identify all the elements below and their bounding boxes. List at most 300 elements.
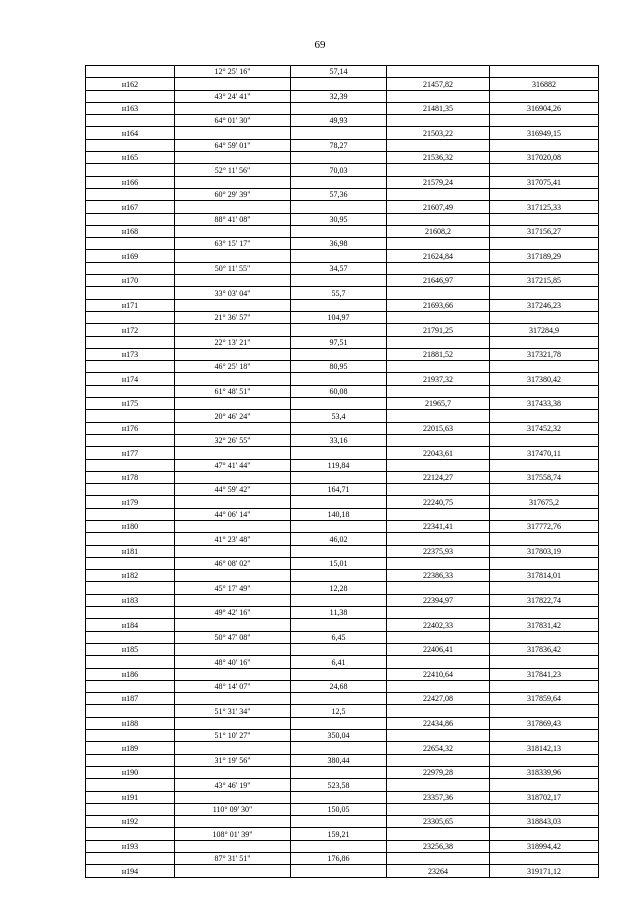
y-coordinate-cell — [490, 434, 599, 446]
y-coordinate-cell: 317284,9 — [490, 324, 599, 336]
table-body — [86, 66, 599, 878]
distance-cell — [291, 840, 387, 852]
y-coordinate-cell: 317020,08 — [490, 152, 599, 164]
y-coordinate-cell — [490, 385, 599, 397]
distance-cell — [291, 717, 387, 729]
angle-cell: 63° 15' 17" — [175, 238, 291, 250]
distance-cell — [291, 201, 387, 213]
distance-cell — [291, 594, 387, 606]
y-coordinate-cell: 317452,32 — [490, 422, 599, 434]
x-coordinate-cell: 22375,93 — [387, 545, 490, 557]
angle-cell: 110° 09' 30" — [175, 803, 291, 815]
y-coordinate-cell — [490, 508, 599, 520]
table-row — [86, 373, 599, 385]
angle-cell: 51° 31' 34" — [175, 705, 291, 717]
y-coordinate-cell — [490, 66, 599, 78]
point-cell — [86, 213, 175, 225]
angle-cell: 48° 40' 16" — [175, 656, 291, 668]
table-row — [86, 225, 599, 237]
y-coordinate-cell: 317803,19 — [490, 545, 599, 557]
table-row — [86, 361, 599, 373]
point-cell: н163 — [86, 102, 175, 114]
table-row — [86, 508, 599, 520]
table-row — [86, 668, 599, 680]
angle-cell: 32° 26' 55" — [175, 434, 291, 446]
table-row — [86, 619, 599, 631]
point-cell — [86, 631, 175, 643]
distance-cell: 24,68 — [291, 680, 387, 692]
table-row — [86, 115, 599, 127]
page-number: 69 — [314, 39, 326, 51]
x-coordinate-cell — [387, 508, 490, 520]
table-row — [86, 287, 599, 299]
y-coordinate-cell — [490, 361, 599, 373]
x-coordinate-cell — [387, 410, 490, 422]
point-cell: н180 — [86, 520, 175, 532]
y-coordinate-cell — [490, 730, 599, 742]
angle-cell: 44° 06' 14" — [175, 508, 291, 520]
table-row — [86, 607, 599, 619]
point-cell: н181 — [86, 545, 175, 557]
angle-cell — [175, 693, 291, 705]
point-cell — [86, 90, 175, 102]
y-coordinate-cell: 317822,74 — [490, 594, 599, 606]
y-coordinate-cell — [490, 803, 599, 815]
point-cell — [86, 336, 175, 348]
y-coordinate-cell — [490, 828, 599, 840]
angle-cell: 49° 42' 16" — [175, 607, 291, 619]
y-coordinate-cell — [490, 287, 599, 299]
point-cell — [86, 730, 175, 742]
angle-cell: 22° 13' 21" — [175, 336, 291, 348]
x-coordinate-cell: 22406,41 — [387, 643, 490, 655]
distance-cell: 150,05 — [291, 803, 387, 815]
x-coordinate-cell — [387, 336, 490, 348]
point-cell: н168 — [86, 225, 175, 237]
x-coordinate-cell: 21791,25 — [387, 324, 490, 336]
table-row — [86, 299, 599, 311]
point-cell — [86, 385, 175, 397]
table-row — [86, 742, 599, 754]
angle-cell: 33° 03' 04" — [175, 287, 291, 299]
angle-cell — [175, 422, 291, 434]
point-cell — [86, 533, 175, 545]
x-coordinate-cell: 22043,61 — [387, 447, 490, 459]
point-cell — [86, 828, 175, 840]
distance-cell: 34,57 — [291, 262, 387, 274]
table-row — [86, 348, 599, 360]
x-coordinate-cell: 21457,82 — [387, 78, 490, 90]
y-coordinate-cell — [490, 853, 599, 865]
distance-cell — [291, 422, 387, 434]
y-coordinate-cell — [490, 188, 599, 200]
x-coordinate-cell — [387, 730, 490, 742]
table-row — [86, 201, 599, 213]
x-coordinate-cell — [387, 557, 490, 569]
point-cell: н192 — [86, 816, 175, 828]
x-coordinate-cell: 21693,66 — [387, 299, 490, 311]
point-cell — [86, 607, 175, 619]
x-coordinate-cell: 22015,63 — [387, 422, 490, 434]
point-cell — [86, 262, 175, 274]
point-cell: н177 — [86, 447, 175, 459]
table-row — [86, 176, 599, 188]
point-cell: н185 — [86, 643, 175, 655]
angle-cell — [175, 840, 291, 852]
point-cell: н169 — [86, 250, 175, 262]
distance-cell: 30,95 — [291, 213, 387, 225]
x-coordinate-cell: 23357,36 — [387, 791, 490, 803]
angle-cell: 52° 11' 56" — [175, 164, 291, 176]
angle-cell — [175, 471, 291, 483]
distance-cell: 55,7 — [291, 287, 387, 299]
angle-cell: 48° 14' 07" — [175, 680, 291, 692]
distance-cell — [291, 78, 387, 90]
table-row — [86, 865, 599, 877]
coordinates-table-container — [85, 65, 599, 878]
point-cell: н176 — [86, 422, 175, 434]
angle-cell — [175, 447, 291, 459]
y-coordinate-cell — [490, 484, 599, 496]
x-coordinate-cell — [387, 754, 490, 766]
x-coordinate-cell — [387, 164, 490, 176]
table-row — [86, 90, 599, 102]
angle-cell: 87° 31' 51" — [175, 853, 291, 865]
distance-cell: 60,08 — [291, 385, 387, 397]
point-cell: н182 — [86, 570, 175, 582]
distance-cell: 12,5 — [291, 705, 387, 717]
x-coordinate-cell: 21481,35 — [387, 102, 490, 114]
table-row — [86, 422, 599, 434]
distance-cell: 57,14 — [291, 66, 387, 78]
table-row — [86, 766, 599, 778]
table-row — [86, 398, 599, 410]
distance-cell: 140,18 — [291, 508, 387, 520]
table-row — [86, 779, 599, 791]
distance-cell — [291, 299, 387, 311]
x-coordinate-cell: 22402,33 — [387, 619, 490, 631]
x-coordinate-cell — [387, 853, 490, 865]
x-coordinate-cell — [387, 828, 490, 840]
x-coordinate-cell — [387, 361, 490, 373]
angle-cell — [175, 865, 291, 877]
x-coordinate-cell — [387, 213, 490, 225]
distance-cell — [291, 570, 387, 582]
table-row — [86, 471, 599, 483]
distance-cell — [291, 619, 387, 631]
point-cell: н191 — [86, 791, 175, 803]
distance-cell — [291, 398, 387, 410]
distance-cell: 104,97 — [291, 311, 387, 323]
table-row — [86, 410, 599, 422]
point-cell — [86, 582, 175, 594]
point-cell: н184 — [86, 619, 175, 631]
point-cell — [86, 680, 175, 692]
point-cell: н179 — [86, 496, 175, 508]
point-cell: н175 — [86, 398, 175, 410]
x-coordinate-cell: 21965,7 — [387, 398, 490, 410]
point-cell — [86, 287, 175, 299]
y-coordinate-cell: 316949,15 — [490, 127, 599, 139]
point-cell: н174 — [86, 373, 175, 385]
y-coordinate-cell — [490, 680, 599, 692]
angle-cell — [175, 643, 291, 655]
point-cell: н189 — [86, 742, 175, 754]
point-cell — [86, 188, 175, 200]
distance-cell: 78,27 — [291, 139, 387, 151]
y-coordinate-cell — [490, 213, 599, 225]
table-row — [86, 594, 599, 606]
x-coordinate-cell: 21607,49 — [387, 201, 490, 213]
distance-cell — [291, 152, 387, 164]
x-coordinate-cell: 21881,52 — [387, 348, 490, 360]
table-row — [86, 311, 599, 323]
angle-cell — [175, 717, 291, 729]
distance-cell — [291, 275, 387, 287]
y-coordinate-cell: 317246,23 — [490, 299, 599, 311]
x-coordinate-cell: 22979,28 — [387, 766, 490, 778]
table-row — [86, 816, 599, 828]
distance-cell: 159,21 — [291, 828, 387, 840]
y-coordinate-cell — [490, 631, 599, 643]
point-cell — [86, 434, 175, 446]
x-coordinate-cell — [387, 656, 490, 668]
angle-cell — [175, 299, 291, 311]
y-coordinate-cell — [490, 705, 599, 717]
y-coordinate-cell: 317470,11 — [490, 447, 599, 459]
point-cell — [86, 705, 175, 717]
angle-cell — [175, 324, 291, 336]
table-row — [86, 434, 599, 446]
table-row — [86, 582, 599, 594]
point-cell: н178 — [86, 471, 175, 483]
point-cell: н165 — [86, 152, 175, 164]
table-row — [86, 484, 599, 496]
y-coordinate-cell: 317831,42 — [490, 619, 599, 631]
y-coordinate-cell: 317189,29 — [490, 250, 599, 262]
table-row — [86, 533, 599, 545]
point-cell — [86, 115, 175, 127]
table-row — [86, 127, 599, 139]
y-coordinate-cell: 318994,42 — [490, 840, 599, 852]
point-cell: н194 — [86, 865, 175, 877]
x-coordinate-cell — [387, 115, 490, 127]
y-coordinate-cell — [490, 754, 599, 766]
distance-cell — [291, 496, 387, 508]
distance-cell: 97,51 — [291, 336, 387, 348]
y-coordinate-cell: 317558,74 — [490, 471, 599, 483]
angle-cell — [175, 78, 291, 90]
table-row — [86, 680, 599, 692]
table-row — [86, 102, 599, 114]
distance-cell — [291, 742, 387, 754]
point-cell — [86, 557, 175, 569]
angle-cell — [175, 250, 291, 262]
x-coordinate-cell — [387, 533, 490, 545]
distance-cell — [291, 693, 387, 705]
point-cell — [86, 66, 175, 78]
table-row — [86, 656, 599, 668]
y-coordinate-cell — [490, 90, 599, 102]
x-coordinate-cell: 22240,75 — [387, 496, 490, 508]
angle-cell: 64° 59' 01" — [175, 139, 291, 151]
y-coordinate-cell — [490, 459, 599, 471]
angle-cell — [175, 201, 291, 213]
y-coordinate-cell — [490, 582, 599, 594]
angle-cell: 60° 29' 39" — [175, 188, 291, 200]
angle-cell — [175, 348, 291, 360]
point-cell — [86, 656, 175, 668]
point-cell — [86, 410, 175, 422]
x-coordinate-cell: 23305,65 — [387, 816, 490, 828]
y-coordinate-cell: 318142,13 — [490, 742, 599, 754]
y-coordinate-cell: 317869,43 — [490, 717, 599, 729]
distance-cell — [291, 668, 387, 680]
y-coordinate-cell — [490, 336, 599, 348]
y-coordinate-cell — [490, 311, 599, 323]
point-cell: н173 — [86, 348, 175, 360]
distance-cell — [291, 520, 387, 532]
point-cell — [86, 164, 175, 176]
distance-cell: 49,93 — [291, 115, 387, 127]
point-cell: н193 — [86, 840, 175, 852]
angle-cell: 88° 41' 08" — [175, 213, 291, 225]
distance-cell — [291, 471, 387, 483]
angle-cell — [175, 520, 291, 532]
y-coordinate-cell: 317433,38 — [490, 398, 599, 410]
point-cell: н187 — [86, 693, 175, 705]
point-cell: н186 — [86, 668, 175, 680]
point-cell: н171 — [86, 299, 175, 311]
distance-cell — [291, 447, 387, 459]
x-coordinate-cell — [387, 459, 490, 471]
distance-cell: 80,95 — [291, 361, 387, 373]
distance-cell: 350,04 — [291, 730, 387, 742]
x-coordinate-cell — [387, 779, 490, 791]
angle-cell: 46° 08' 02" — [175, 557, 291, 569]
distance-cell: 380,44 — [291, 754, 387, 766]
x-coordinate-cell: 22654,32 — [387, 742, 490, 754]
distance-cell — [291, 643, 387, 655]
x-coordinate-cell — [387, 287, 490, 299]
table-row — [86, 545, 599, 557]
point-cell — [86, 484, 175, 496]
distance-cell: 176,86 — [291, 853, 387, 865]
x-coordinate-cell: 23264 — [387, 865, 490, 877]
x-coordinate-cell: 22394,97 — [387, 594, 490, 606]
table-row — [86, 459, 599, 471]
y-coordinate-cell: 317380,42 — [490, 373, 599, 385]
point-cell — [86, 853, 175, 865]
distance-cell — [291, 225, 387, 237]
y-coordinate-cell: 316882 — [490, 78, 599, 90]
table-row — [86, 213, 599, 225]
distance-cell — [291, 545, 387, 557]
point-cell — [86, 459, 175, 471]
table-row — [86, 188, 599, 200]
x-coordinate-cell: 22341,41 — [387, 520, 490, 532]
table-row — [86, 275, 599, 287]
angle-cell: 43° 24' 41" — [175, 90, 291, 102]
distance-cell — [291, 176, 387, 188]
table-row — [86, 520, 599, 532]
x-coordinate-cell — [387, 803, 490, 815]
distance-cell: 70,03 — [291, 164, 387, 176]
angle-cell — [175, 766, 291, 778]
distance-cell: 6,41 — [291, 656, 387, 668]
angle-cell: 64° 01' 30" — [175, 115, 291, 127]
y-coordinate-cell: 317859,64 — [490, 693, 599, 705]
angle-cell: 61° 48' 51" — [175, 385, 291, 397]
x-coordinate-cell: 22434,86 — [387, 717, 490, 729]
angle-cell — [175, 127, 291, 139]
distance-cell: 15,01 — [291, 557, 387, 569]
angle-cell — [175, 102, 291, 114]
table-row — [86, 791, 599, 803]
angle-cell: 47° 41' 44" — [175, 459, 291, 471]
x-coordinate-cell: 23256,38 — [387, 840, 490, 852]
table-row — [86, 557, 599, 569]
table-row — [86, 643, 599, 655]
distance-cell — [291, 373, 387, 385]
x-coordinate-cell: 22386,33 — [387, 570, 490, 582]
x-coordinate-cell — [387, 188, 490, 200]
x-coordinate-cell — [387, 582, 490, 594]
distance-cell: 523,58 — [291, 779, 387, 791]
table-row — [86, 853, 599, 865]
table-row — [86, 385, 599, 397]
x-coordinate-cell — [387, 262, 490, 274]
point-cell — [86, 361, 175, 373]
y-coordinate-cell: 317125,33 — [490, 201, 599, 213]
table-row — [86, 705, 599, 717]
point-cell: н167 — [86, 201, 175, 213]
table-row — [86, 336, 599, 348]
x-coordinate-cell — [387, 434, 490, 446]
angle-cell: 41° 23' 48" — [175, 533, 291, 545]
angle-cell — [175, 742, 291, 754]
angle-cell — [175, 225, 291, 237]
y-coordinate-cell: 317772,76 — [490, 520, 599, 532]
table-row — [86, 693, 599, 705]
x-coordinate-cell: 21579,24 — [387, 176, 490, 188]
angle-cell: 31° 19' 56" — [175, 754, 291, 766]
x-coordinate-cell — [387, 66, 490, 78]
y-coordinate-cell — [490, 164, 599, 176]
x-coordinate-cell: 22124,27 — [387, 471, 490, 483]
angle-cell — [175, 275, 291, 287]
x-coordinate-cell: 21624,84 — [387, 250, 490, 262]
y-coordinate-cell: 318843,03 — [490, 816, 599, 828]
table-row — [86, 754, 599, 766]
x-coordinate-cell: 21536,32 — [387, 152, 490, 164]
coordinates-table — [85, 65, 599, 878]
point-cell: н172 — [86, 324, 175, 336]
point-cell — [86, 311, 175, 323]
x-coordinate-cell — [387, 311, 490, 323]
table-row — [86, 164, 599, 176]
y-coordinate-cell: 318339,96 — [490, 766, 599, 778]
angle-cell: 108° 01' 39" — [175, 828, 291, 840]
table-row — [86, 570, 599, 582]
table-row — [86, 262, 599, 274]
y-coordinate-cell: 316904,26 — [490, 102, 599, 114]
distance-cell: 53,4 — [291, 410, 387, 422]
angle-cell: 43° 46' 19" — [175, 779, 291, 791]
point-cell — [86, 139, 175, 151]
angle-cell: 20° 46' 24" — [175, 410, 291, 422]
distance-cell: 33,16 — [291, 434, 387, 446]
